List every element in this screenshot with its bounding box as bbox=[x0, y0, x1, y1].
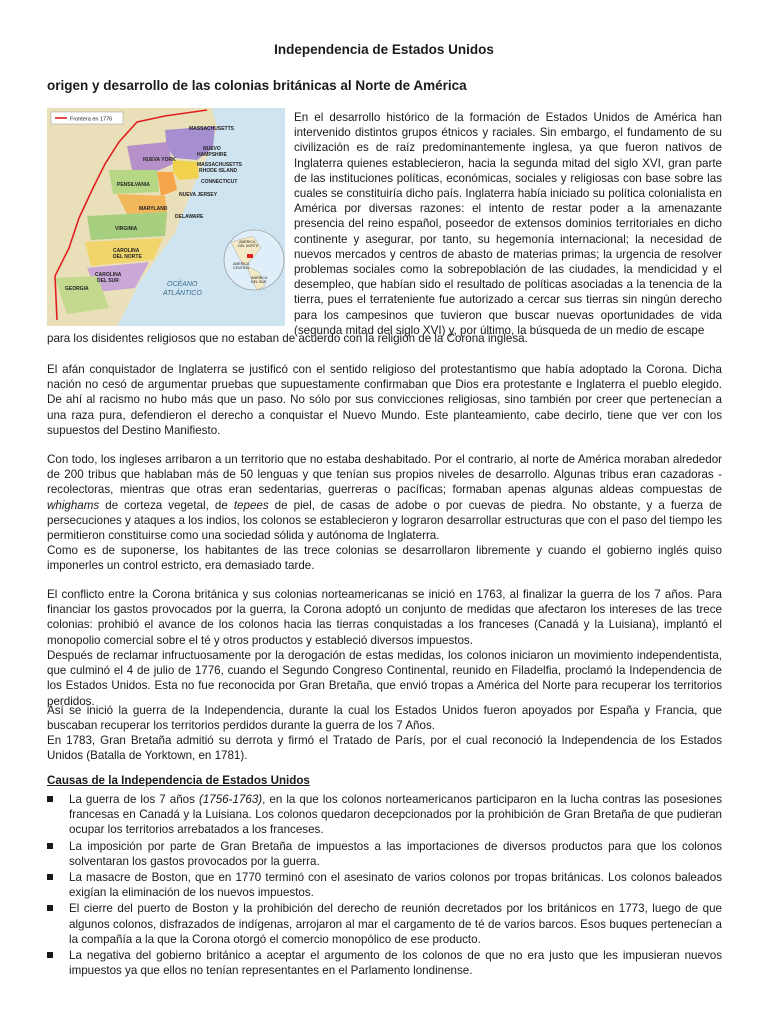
cause-1-text-b: , en la que los colonos norteamericanos participaron en la lucha contras las posesiones francesas en Canadá y la Luisiana. Los colonos quedaron decepcionados por la prohibición de Gran Bretaña de que pudieran ocupar los territorios arrebatados a los franceses. bbox=[69, 793, 723, 837]
causes-list bbox=[47, 792, 722, 979]
map-label-north-carolina-1: CAROLINA bbox=[113, 248, 140, 254]
intro-paragraph: En el desarrollo histórico de la formación de Estados Unidos de América han intervenido distintos grupos étnicos y raciales. Sin embargo, el fundamento de su civilización es de raíz predominantemente inglesa, ya que fueron nativos de Inglaterra quienes establecieron, hacia la segunda mitad del siglo XVI, gran parte de las instituciones políticas, económicas, sociales y religiosas con base sobre las cuales se constituiría dicho país. Inglaterra había iniciado su política colonialista en América por diversas razones: el intento de restar poder a la amenazante presencia del reino español, poseedor de extensos dominios territoriales en dicho continente y asegurar, por tanto, su hegemonía internacional; la necesidad de nuevos mercados y centros de abasto de materias primas; la urgencia de resolver problemas sociales como la sobrepoblación de las ciudades, la mendicidad y el desempleo, que habían sido el resultado de políticas asociadas a la tenencia de la tierra, pues el terrateniente fue autorizado a cercar sus tierras sin ningún derecho para los campesinos que tuvieron que buscar nuevas oportunidades de vida (segunda mitad del siglo XVI) y, por último, la búsqueda de un medio de escape bbox=[294, 111, 722, 337]
map-label-virginia: VIRGINIA bbox=[115, 226, 138, 232]
paragraph-independence-movement: Después de reclamar infructuosamente por la derogación de estas medidas, los colonos iniciaron un movimiento independentista, que culminó el 4 de julio de 1776, cuando el Segundo Congreso Continental, reunido en Filadelfia, proclamó la Independencia de los Estados Unidos. Esta no fue reconocida por Gran Bretaña, que envió tropas a América del Norte para recuperar los territorios perdidos. bbox=[47, 649, 722, 708]
cause-4-text: El cierre del puerto de Boston y la prohibición del derecho de reunión decretados por los británicos en 1773, luego de que algunos colonos, disfrazados de indígenas, arrojaron al mar el cargamento de té de varios barcos. Esos buques pertenecían a la compañía a la que la Corona otorgó el comercio monopólico de ese producto. bbox=[69, 902, 722, 946]
bullet-square-icon bbox=[47, 952, 53, 958]
section-subtitle: origen y desarrollo de las colonias británicas al Norte de América bbox=[47, 78, 467, 93]
causes-heading: Causas de la Independencia de Estados Unidos bbox=[47, 774, 310, 787]
map-label-south-carolina-1: CAROLINA bbox=[95, 272, 122, 278]
bullet-square-icon bbox=[47, 874, 53, 880]
paragraph-racism: El afán conquistador de Inglaterra se justificó con el sentido religioso del protestantismo que había adoptado la Corona. Dicha nación no cesó de argumentar pruebas que supuestamente confirmaban que Dios era protestante e Inglaterra el pueblo elegido. De ahí al racismo no hubo más que un paso. No sólo por sus convicciones religiosas, sino también por creer que pertenecían a una raza pura, defendieron el derecho a conquistar el Nuevo Mundo. Este planteamiento, cabe decirlo, tiene que ver con los supuestos del Destino Manifiesto. bbox=[47, 363, 722, 437]
term-whighams: whighams bbox=[47, 498, 100, 512]
cause-1-years: (1756-1763) bbox=[198, 793, 263, 806]
paragraph-thirteen-colonies: Como es de suponerse, los habitantes de las trece colonias se desarrollaron libremente y cuando el gobierno inglés quiso imponerles un control estricto, era demasiado tarde. bbox=[47, 544, 722, 573]
paragraph-tribes bbox=[47, 452, 722, 543]
map-label-massachusetts: MASSACHUSETTS bbox=[197, 162, 243, 168]
map-inset-label-central-1: AMÉRICA bbox=[233, 262, 250, 266]
term-tepees: tepees bbox=[233, 498, 269, 512]
cause-2-text: La imposición por parte de Gran Bretaña de impuestos a las importaciones de diversos productos para que los colonos solventaran los gastos provocados por la guerra. bbox=[69, 839, 722, 868]
map-label-new-jersey: NUEVA JERSEY bbox=[179, 192, 218, 198]
map-label-rhode-island: RHODE ISLAND bbox=[199, 168, 238, 174]
document-title: Independencia de Estados Unidos bbox=[274, 42, 494, 57]
cause-item bbox=[47, 901, 722, 947]
bullet-square-icon bbox=[47, 843, 53, 849]
cause-5-text: La negativa del gobierno británico a aceptar el argumento de los colonos de que no era justo que les impusieran nuevos impuestos ya que ellos no tenían representantes en el Parlamento londinense. bbox=[69, 949, 722, 978]
map-inset-label-central-2: CENTRAL bbox=[233, 266, 250, 270]
cause-item bbox=[47, 792, 722, 838]
paragraph-war-of-independence: Así se inició la guerra de la Independencia, durante la cual los Estados Unidos fueron apoyados por España y Francia, que buscaban recuperar los territorios perdidos durante la guerra de los 7 Años. bbox=[47, 704, 722, 733]
map-label-new-hampshire-1: NUEVO bbox=[203, 146, 221, 152]
map-inset-label-south-2: DEL SUR bbox=[251, 280, 267, 284]
paragraph-tribes-text-b: de corteza vegetal, de bbox=[99, 498, 234, 512]
map-inset-colonies-marker bbox=[247, 254, 253, 258]
cause-item bbox=[47, 948, 722, 978]
map-legend-label: Frontera en 1776 bbox=[70, 116, 113, 123]
map-label-georgia: GEORGIA bbox=[65, 286, 89, 292]
thirteen-colonies-map bbox=[47, 108, 285, 326]
map-label-new-york: NUEVA YORK bbox=[143, 157, 176, 163]
map-label-delaware: DELAWARE bbox=[175, 214, 204, 220]
map-label-pennsylvania: PENSILVANIA bbox=[117, 182, 150, 188]
map-label-connecticut: CONNECTICUT bbox=[201, 179, 238, 185]
map-label-new-hampshire-2: HAMPSHIRE bbox=[197, 152, 228, 158]
map-label-massachusetts-top: MASSACHUSETTS bbox=[189, 126, 235, 132]
map-label-north-carolina-2: DEL NORTE bbox=[113, 254, 142, 260]
cause-item bbox=[47, 839, 722, 869]
map-ocean-label-2: ATLÁNTICO bbox=[163, 290, 202, 297]
map-inset-label-north-1: AMÉRICA bbox=[239, 240, 256, 244]
map-inset-label-south-1: AMÉRICA bbox=[251, 276, 268, 280]
bullet-square-icon bbox=[47, 796, 53, 802]
paragraph-conflict: El conflicto entre la Corona británica y sus colonias norteamericanas se inició en 1763, al finalizar la guerra de los 7 años. Para financiar los gastos provocados por la guerra, la Corona adoptó un conjunto de medidas que afectaron los intereses de las trece colonias: prohibió el avance de los colonos hacia las tierras conquistadas a los franceses (Canadá y la Luisiana), implantó el monopolio comercial sobre el té y otros productos y estableció diversos impuestos. bbox=[47, 588, 722, 647]
cause-1-text-a: La guerra de los 7 años bbox=[69, 793, 199, 806]
paragraph-tribes-text-a: Con todo, los ingleses arribaron a un territorio que no estaba deshabitado. Por el contrario, al norte de América moraban alrededor de 200 tribus que hablaban más de 50 lenguas y que tenían sus propios niveles de desarrollo. Algunas tribus eran cazadoras - recolectoras, mientras que otras eran sedentarias, guerreras o pacíficas; formaban apenas algunas aldeas compuestas de bbox=[47, 453, 722, 497]
bullet-square-icon bbox=[47, 905, 53, 911]
paragraph-treaty-of-paris: En 1783, Gran Bretaña admitió su derrota y firmó el Tratado de París, por el cual reconoció la Independencia de los Estados Unidos (Batalla de Yorktown, en 1781). bbox=[47, 734, 722, 763]
paragraph-tribes-text-c: de piel, de casas de adobe o por cuevas de piedra. No obstante, y a fuerza de persecuciones y ataques a los indios, los colonos se establecieron y lograron desarrollar estructuras que con el paso del tiempo les permitieron constituirse como una sociedad sólida y autónoma de Inglaterra. bbox=[47, 498, 722, 543]
map-label-south-carolina-2: DEL SUR bbox=[97, 278, 119, 284]
cause-3-text: La masacre de Boston, que en 1770 terminó con el asesinato de varios colonos por tropas británicas. Los colonos baleados exigían la eliminación de los nuevos impuestos. bbox=[69, 871, 722, 900]
intro-paragraph-continued: para los disidentes religiosos que no estaban de acuerdo con la religión de la Corona inglesa. bbox=[47, 332, 528, 345]
map-label-maryland: MARYLAND bbox=[139, 206, 168, 212]
map-colony-new-england bbox=[173, 160, 199, 180]
map-ocean-label-1: OCÉANO bbox=[167, 281, 198, 288]
cause-item bbox=[47, 870, 722, 900]
map-inset-label-north-2: DEL NORTE bbox=[238, 244, 259, 248]
